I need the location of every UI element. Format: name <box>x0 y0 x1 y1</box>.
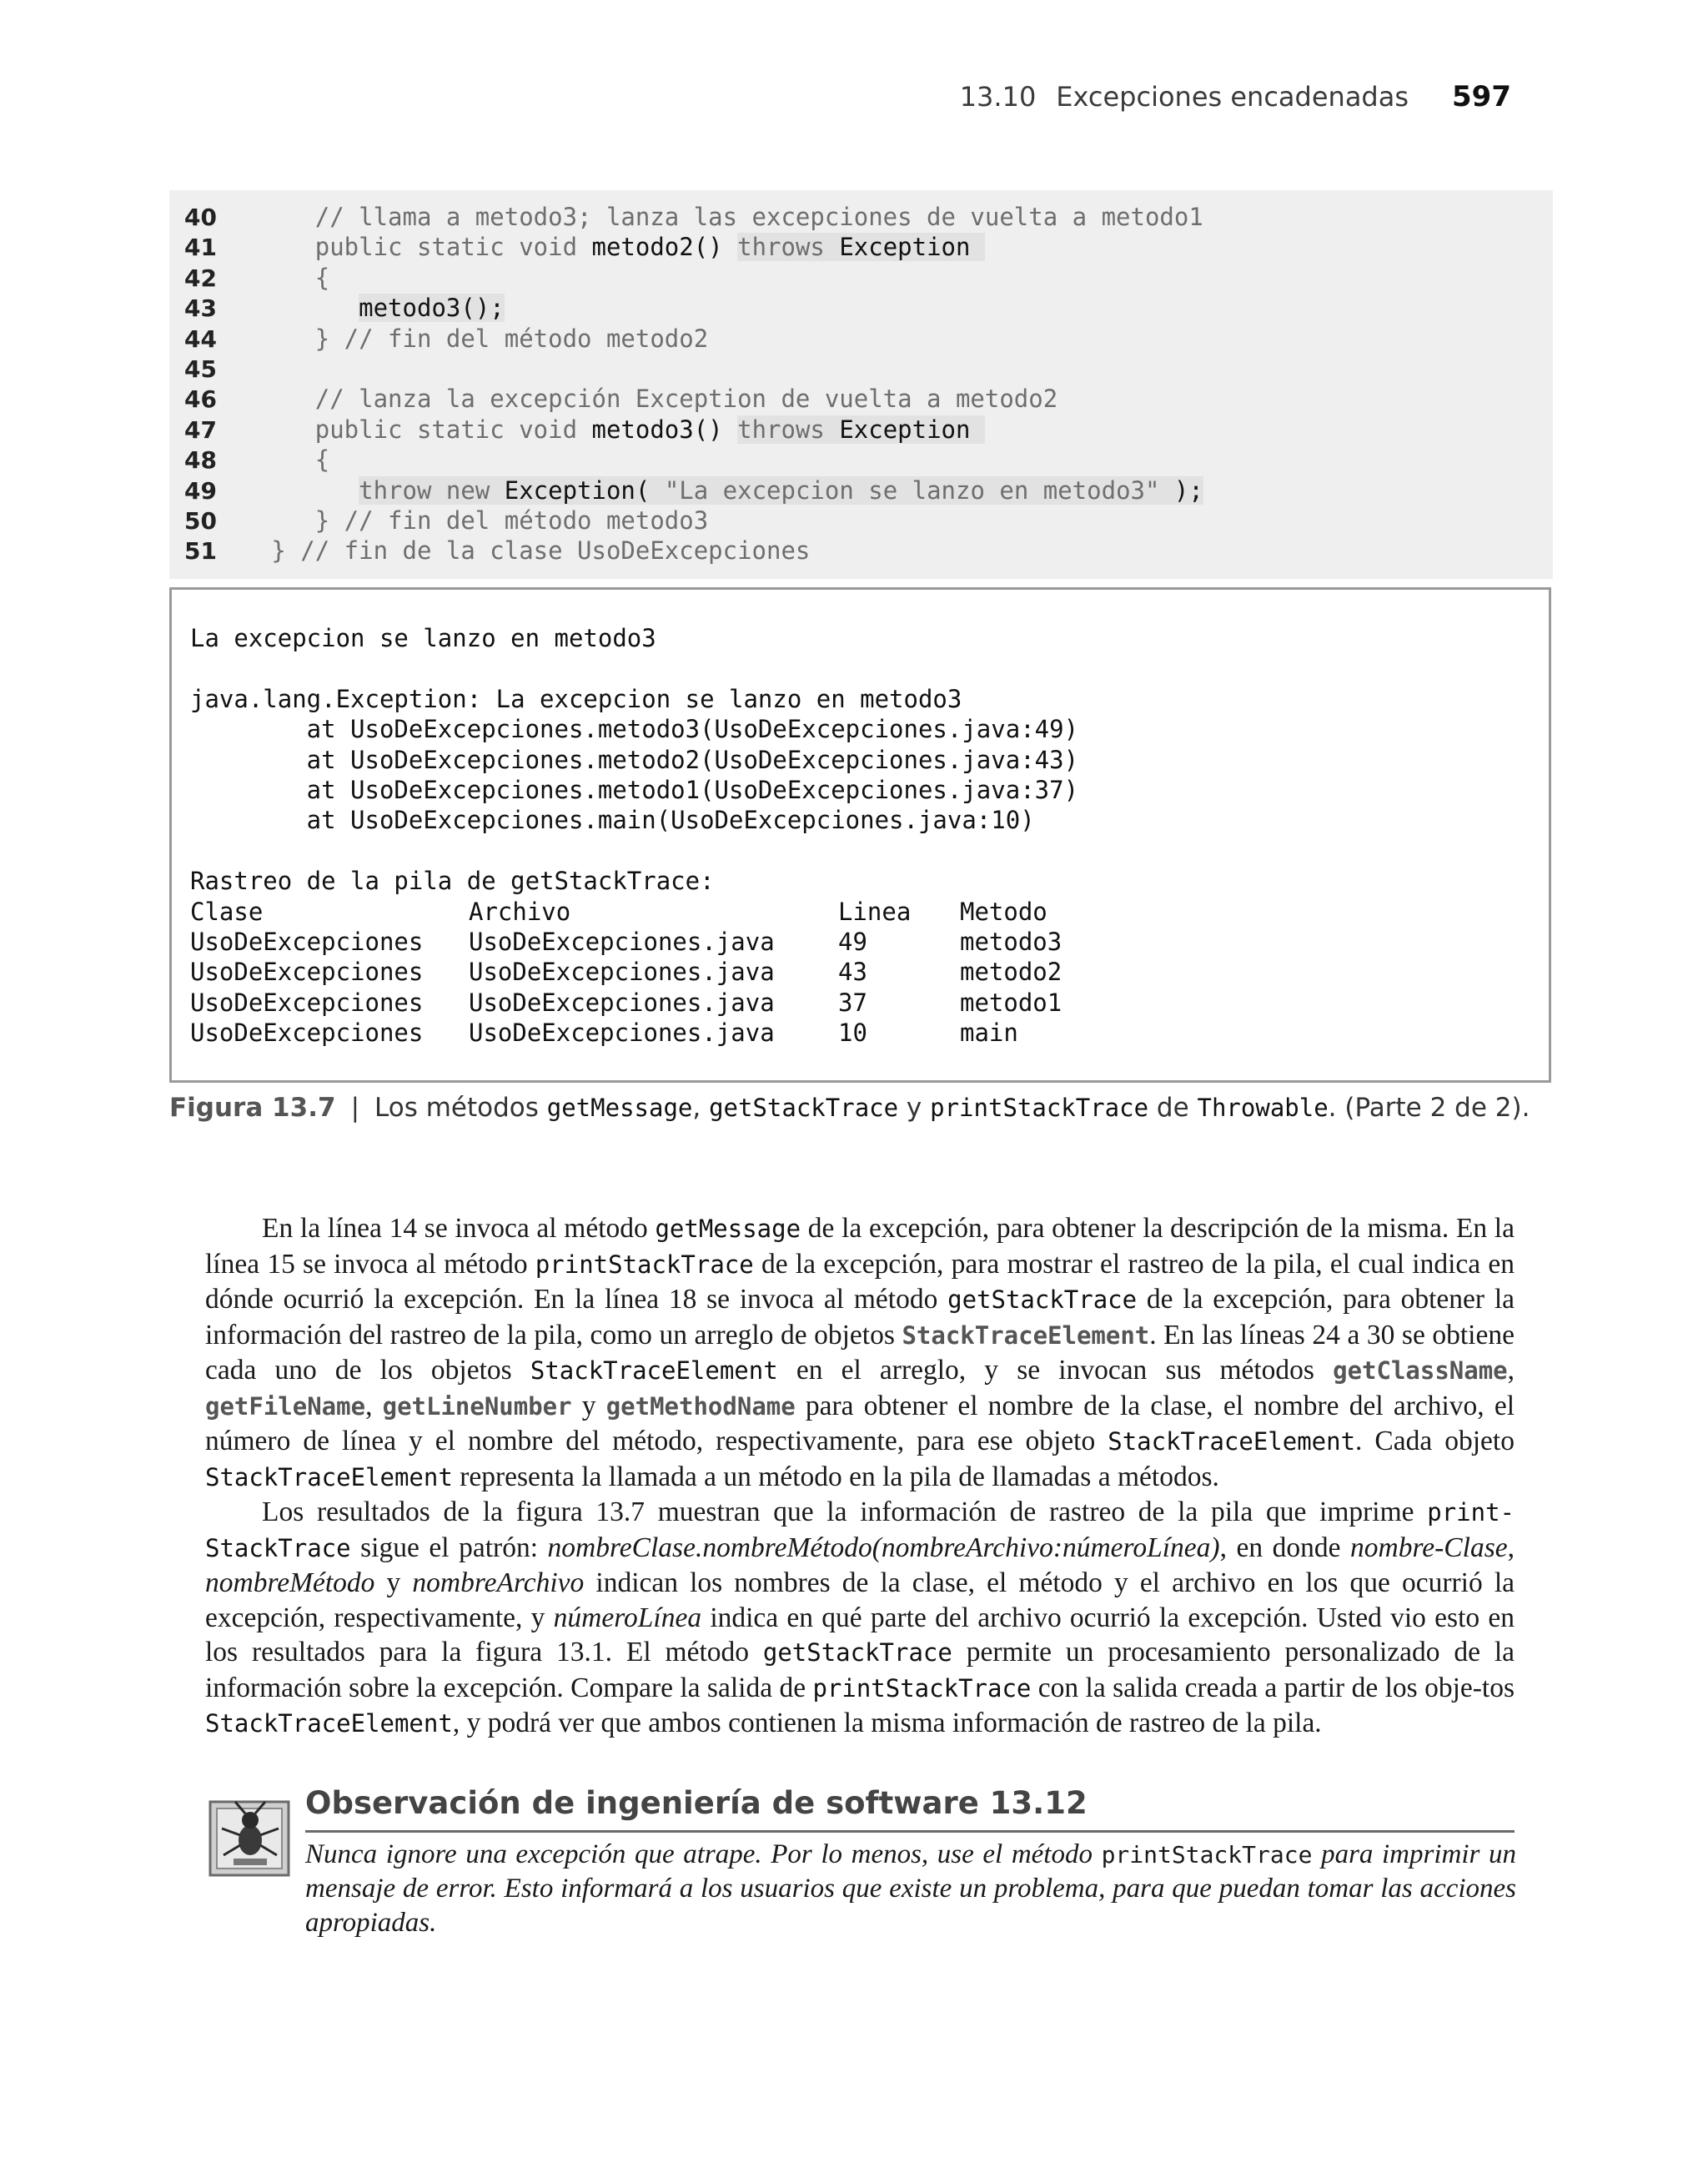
table-cell: Metodo <box>960 897 1047 926</box>
table-cell: UsoDeExcepciones.java <box>469 928 775 956</box>
line-number: 50 <box>184 507 217 535</box>
section-title: Excepciones encadenadas <box>1056 81 1409 113</box>
table-cell: Linea <box>838 897 912 926</box>
code-text: } // fin del método metodo3 <box>228 506 709 535</box>
line-number: 51 <box>184 537 217 566</box>
code-line <box>169 384 1057 414</box>
table-cell: 37 <box>838 988 867 1017</box>
note-title: Observación de ingeniería de software 13.12 <box>305 1785 1088 1821</box>
table-cell: metodo1 <box>960 988 1062 1017</box>
code-text: { <box>228 263 330 292</box>
code-text: // llama a metodo3; lanza las excepciones de vuelta a metodo1 <box>228 203 1203 231</box>
table-row <box>190 1018 1441 1048</box>
code-line <box>169 506 708 536</box>
line-number: 48 <box>184 446 217 475</box>
table-cell: UsoDeExcepciones <box>190 958 424 987</box>
line-number: 43 <box>184 294 217 323</box>
table-cell: UsoDeExcepciones <box>190 1019 424 1048</box>
code-line <box>169 263 329 293</box>
program-output <box>169 587 1551 1083</box>
code-line <box>169 445 329 475</box>
table-cell: UsoDeExcepciones.java <box>469 1019 775 1048</box>
code-text: { <box>228 445 330 475</box>
table-cell: UsoDeExcepciones.java <box>469 958 775 987</box>
table-cell: Clase <box>190 897 264 926</box>
table-cell: metodo3 <box>960 928 1062 956</box>
output-line: Rastreo de la pila de getStackTrace: <box>190 867 715 896</box>
line-number: 46 <box>184 385 217 414</box>
line-number: 44 <box>184 324 217 353</box>
code-line <box>169 475 1203 506</box>
code-text: public static void metodo3() throws Exception <box>228 415 985 444</box>
paragraph: En la línea 14 se invoca al método getMessage de la excepción, para obtener la descripción de la misma. En la línea 15 se invoca al método printStackTrace de la excepción, para mostrar el rastreo de la pila, el cual indica en dónde ocurrió la excepción. En la línea 18 se invoca al método getStackTrace de la excepción, para obtener la información del rastreo de la pila, como un arreglo de objetos StackTraceElement. En las líneas 24 a 30 se obtiene cada uno de los objetos StackTraceElement en el arreglo, y se invocan sus métodos getClassName, getFileName, getLineNumber y getMethodName para obtener el nombre de la clase, el nombre del archivo, el número de línea y el nombre del método, respectivamente, para ese objeto StackTraceElement. Cada objeto StackTraceElement representa la llamada a un método en la pila de llamadas a métodos. <box>205 1213 1515 1492</box>
table-cell: UsoDeExcepciones.java <box>469 988 775 1017</box>
table-cell: metodo2 <box>960 958 1062 987</box>
line-number: 42 <box>184 264 217 292</box>
table-cell: Archivo <box>469 897 571 926</box>
output-line: La excepcion se lanzo en metodo3 <box>190 624 656 652</box>
code-listing <box>169 190 1553 579</box>
caption-separator: | <box>350 1093 360 1123</box>
table-header-row <box>190 897 1441 927</box>
output-line: at UsoDeExcepciones.metodo1(UsoDeExcepciones.java:37) <box>190 776 1079 804</box>
code-line <box>169 415 985 445</box>
code-line <box>169 202 1203 232</box>
code-text: // lanza la excepción Exception de vuelta a metodo2 <box>228 385 1058 414</box>
figure-label: Figura 13.7 <box>169 1093 336 1123</box>
table-cell: main <box>960 1019 1018 1048</box>
table-cell: 10 <box>838 1019 867 1048</box>
table-cell: UsoDeExcepciones <box>190 988 424 1017</box>
code-text: metodo3(); <box>359 294 505 323</box>
table-row <box>190 957 1441 987</box>
running-header <box>960 80 1511 113</box>
ant-icon <box>208 1795 292 1879</box>
line-number: 49 <box>184 476 217 505</box>
line-number: 47 <box>184 415 217 444</box>
code-text: } // fin de la clase UsoDeExcepciones <box>228 536 811 566</box>
output-line: at UsoDeExcepciones.metodo3(UsoDeExcepciones.java:49) <box>190 715 1079 744</box>
output-line: at UsoDeExcepciones.metodo2(UsoDeExcepciones.java:43) <box>190 745 1079 774</box>
line-number: 41 <box>184 234 217 262</box>
note-text: Nunca ignore una excepción que atrape. Por lo menos, use el método printStackTrace para imprimir un mensaje de error. Esto informará a los usuarios que existe un problema, para que puedan tomar las acciones apropiadas. <box>305 1839 1516 1938</box>
code-line <box>169 232 985 262</box>
code-line <box>169 293 505 323</box>
code-line <box>169 354 228 384</box>
line-number: 40 <box>184 204 217 231</box>
line-number: 45 <box>184 355 217 383</box>
table-cell: 49 <box>838 928 867 956</box>
table-row <box>190 988 1441 1018</box>
code-text: throw new Exception( "La excepcion se lanzo en metodo3" ); <box>359 475 1203 505</box>
note-divider <box>305 1830 1515 1833</box>
code-line <box>169 536 810 566</box>
code-text: public static void metodo2() throws Exception <box>228 233 985 262</box>
code-text: } // fin del método metodo2 <box>228 324 709 353</box>
table-cell: UsoDeExcepciones <box>190 928 424 956</box>
table-cell: 43 <box>838 958 867 987</box>
section-number: 13.10 <box>959 81 1037 113</box>
code-line <box>169 324 708 354</box>
output-line: java.lang.Exception: La excepcion se lanzo en metodo3 <box>190 684 962 713</box>
page-number: 597 <box>1452 80 1511 113</box>
body-text <box>205 1211 1515 1742</box>
paragraph: Los resultados de la figura 13.7 muestran que la información de rastreo de la pila que imprime print-StackTrace sigue el patrón: nombreClase.nombreMétodo(nombreArchivo:númeroLínea), en donde nombre-Clase, nombreMétodo y nombreArchivo indican los nombres de la clase, el método y el archivo en los que ocurrió la excepción, respectivamente, y númeroLínea indica en qué parte del archivo ocurrió la excepción. Usted vio esto en los resultados para la figura 13.1. El método getStackTrace permite un procesamiento personalizado de la información sobre la excepción. Compare la salida de printStackTrace con la salida creada a partir de los obje-tos StackTraceElement, y podrá ver que ambos contienen la misma información de rastreo de la pila. <box>205 1496 1515 1738</box>
table-row <box>190 927 1441 957</box>
output-line: at UsoDeExcepciones.main(UsoDeExcepciones.java:10) <box>190 806 1035 835</box>
figure-caption: Figura 13.7 | Los métodos getMessage, getStackTrace y printStackTrace de Throwable. (Parte 2 de 2). <box>169 1093 1530 1123</box>
